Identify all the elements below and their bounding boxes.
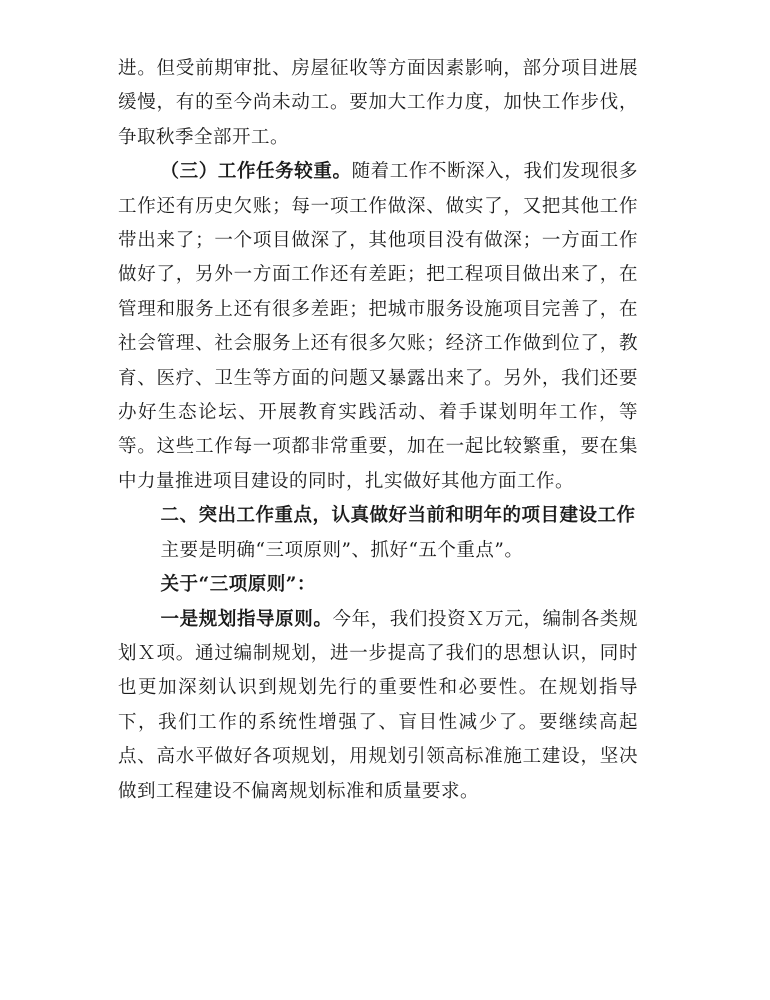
paragraph-workload-lead: （三）工作任务较重。 xyxy=(160,161,352,183)
paragraph-planning-lead: 一是规划指导原则。 xyxy=(160,608,333,630)
paragraph-principles-heading: 关于“三项原则”： xyxy=(160,574,316,596)
paragraph-workload-body: 随着工作不断深入，我们发现很多工作还有历史欠账；每一项工作做深、做实了，又把其他工作带出来了；一个项目做深了，其他项目没有做深；一方面工作做好了，另外一方面工作还有差距；把工程项目做出来了，在管理和服务上还有很多差距；把城市服务设施项目完善了，在社会管理、社会服务上还有很多欠账；经济工作做到位了，教育、医疗、卫生等方面的问题又暴露出来了。另外，我们还要办好生态论坛、开展教育实践活动、着手谋划明年工作，等等。这些工作每一项都非常重要，加在一起比较繁重，要在集中力量推进项目建设的同时，扎实做好其他方面工作。 xyxy=(118,161,638,492)
paragraph-continuation: 进。但受前期审批、房屋征收等方面因素影响，部分项目进展缓慢，有的至今尚未动工。要加大工作力度，加快工作步伐，争取秋季全部开工。 xyxy=(118,58,638,148)
paragraph-principles-intro: 主要是明确“三项原则”、抓好“五个重点”。 xyxy=(160,539,524,561)
paragraph-planning-principle xyxy=(118,603,638,809)
paragraph-workload xyxy=(118,155,638,499)
paragraph-planning-body: 今年，我们投资Ｘ万元，编制各类规划Ｘ项。通过编制规划，进一步提高了我们的思想认识，同时也更加深刻认识到规划先行的重要性和必要性。在规划指导下，我们工作的系统性增强了、盲目性减少了。要继续高起点、高水平做好各项规划，用规划引领高标准施工建设，坚决做到工程建设不偏离规划标准和质量要求。 xyxy=(118,608,638,802)
document-page xyxy=(118,52,638,809)
section-heading-two: 二、突出工作重点，认真做好当前和明年的项目建设工作 xyxy=(160,505,636,527)
